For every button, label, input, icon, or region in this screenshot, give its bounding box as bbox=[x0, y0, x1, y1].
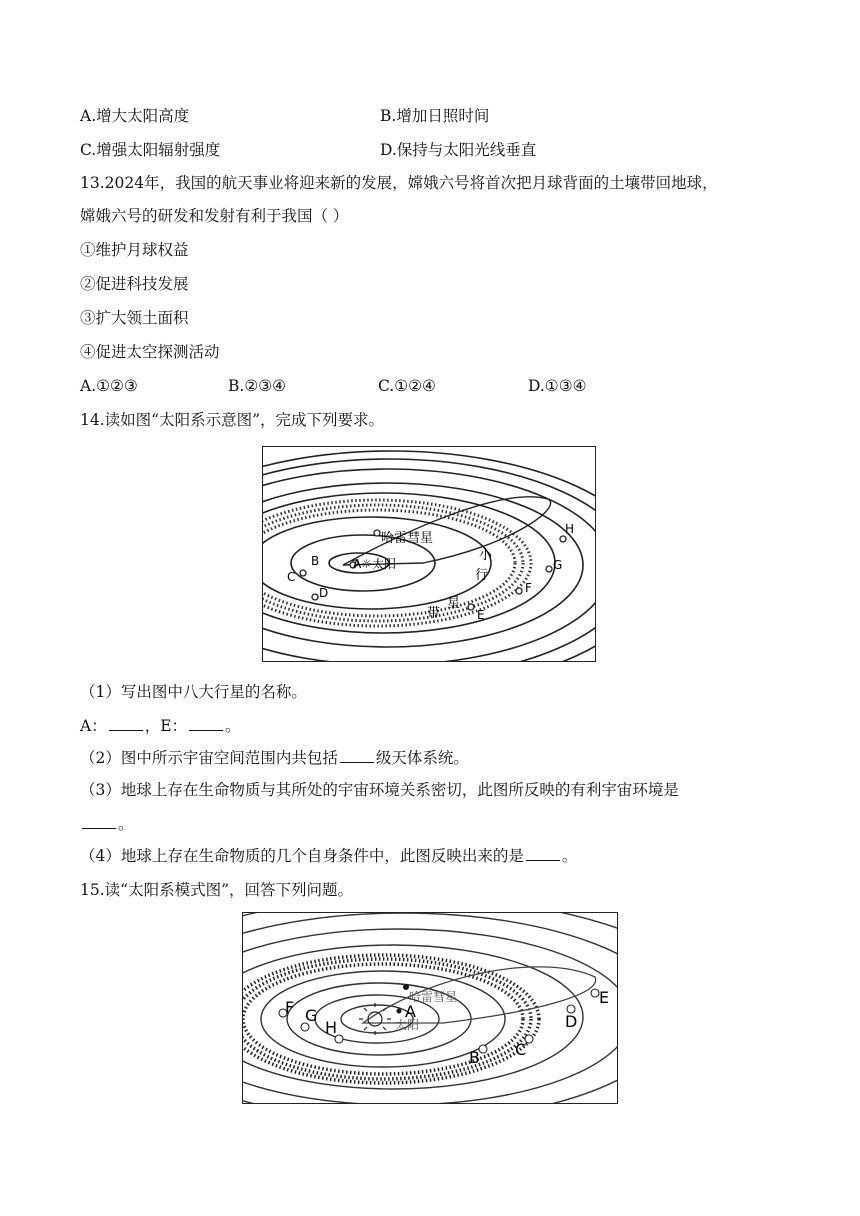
q12-option-b: B.增加日照时间 bbox=[380, 107, 490, 125]
q14-sub2 bbox=[80, 748, 469, 768]
q14-solar-system-figure bbox=[262, 446, 596, 662]
q13-item-2: ②促进科技发展 bbox=[80, 275, 189, 293]
planet-e-dot bbox=[591, 989, 599, 997]
q14-sub2-pre: （2）图中所示宇宙空间范围内共包括 bbox=[80, 749, 338, 767]
q14-sub1-answer-line bbox=[80, 716, 241, 736]
q13-stem-line2: 嫦娥六号的研发和发射有利于我国（ ） bbox=[80, 207, 349, 225]
planet-label-b: B bbox=[311, 554, 320, 568]
belt-char-4: 带 bbox=[427, 606, 441, 621]
q14-sub1: （1）写出图中八大行星的名称。 bbox=[80, 683, 307, 701]
q14-sub3-line1: （3）地球上存在生命物质与其所处的宇宙环境关系密切，此图所反映的有利宇宙环境是 bbox=[80, 781, 679, 799]
q14-sub4 bbox=[80, 846, 577, 866]
planet-label-e: E bbox=[477, 608, 485, 622]
planet-label-h: H bbox=[565, 522, 575, 536]
planet-h-dot bbox=[560, 536, 566, 542]
sun-label: 太阳 bbox=[395, 1018, 420, 1032]
q13-item-1: ①维护月球权益 bbox=[80, 241, 189, 259]
q15-solar-system-model-figure bbox=[242, 912, 618, 1104]
q13-option-c: C.①②④ bbox=[378, 377, 436, 395]
planet-label-d: D bbox=[565, 1012, 578, 1031]
q12-option-d: D.保持与太阳光线垂直 bbox=[380, 141, 537, 159]
planet-g-dot bbox=[546, 566, 552, 572]
planet-b-dot bbox=[479, 1045, 487, 1053]
q14-sub1-e-label: ，E： bbox=[144, 717, 188, 735]
planet-label-g: G bbox=[553, 558, 563, 572]
planet-c-dot bbox=[525, 1035, 533, 1043]
comet-label: 哈雷彗星 bbox=[409, 990, 458, 1004]
planet-label-f: F bbox=[285, 998, 295, 1017]
q14-sub3-end: 。 bbox=[118, 815, 134, 833]
q14-sub2-post: 级天体系统。 bbox=[375, 749, 469, 767]
q14-answer-blank-condition[interactable] bbox=[526, 846, 560, 861]
planet-label-c: C bbox=[515, 1040, 527, 1059]
q14-answer-blank-environment[interactable] bbox=[82, 814, 116, 829]
planet-label-d: D bbox=[319, 586, 329, 600]
planet-d-dot bbox=[312, 594, 318, 600]
q14-stem: 14.读如图“太阳系示意图”，完成下列要求。 bbox=[80, 411, 384, 429]
q14-answer-blank-e[interactable] bbox=[189, 716, 223, 731]
planet-a-dot bbox=[397, 1009, 402, 1014]
planet-label-c: C bbox=[287, 570, 296, 584]
q13-option-b: B.②③④ bbox=[228, 377, 287, 395]
q13-option-a: A.①②③ bbox=[80, 377, 138, 395]
planet-label-e: E bbox=[599, 988, 610, 1007]
planet-f-dot bbox=[516, 588, 522, 594]
planet-label-a: A bbox=[405, 1002, 416, 1021]
q13-item-3: ③扩大领土面积 bbox=[80, 309, 189, 327]
q15-stem: 15.读“太阳系模式图”，回答下列问题。 bbox=[80, 881, 353, 899]
belt-char-2: 行 bbox=[475, 568, 489, 583]
planet-label-f: F bbox=[525, 581, 532, 595]
planet-label-h: H bbox=[325, 1018, 338, 1037]
comet-label: 哈雷彗星 bbox=[381, 531, 434, 546]
belt-char-3: 星 bbox=[447, 596, 461, 611]
q14-answer-blank-level[interactable] bbox=[340, 748, 374, 763]
planet-label-g: G bbox=[305, 1006, 318, 1025]
q14-answer-blank-a[interactable] bbox=[109, 716, 143, 731]
q14-sub3-line2 bbox=[80, 814, 134, 834]
q14-sub4-pre: （4）地球上存在生命物质的几个自身条件中，此图反映出来的是 bbox=[80, 847, 524, 865]
q13-stem-line1: 13.2024年，我国的航天事业将迎来新的发展，嫦娥六号将首次把月球背面的土壤带回地球， bbox=[80, 174, 718, 192]
q14-sub1-end: 。 bbox=[225, 717, 241, 735]
sun-label: A☼太阳 bbox=[353, 557, 396, 571]
q12-option-a: A.增大太阳高度 bbox=[80, 107, 190, 125]
planet-e-dot bbox=[468, 604, 474, 610]
q14-sub4-end: 。 bbox=[561, 847, 578, 865]
q13-option-d: D.①③④ bbox=[528, 377, 587, 395]
belt-char-1: 小 bbox=[479, 548, 493, 563]
planet-label-b: B bbox=[469, 1048, 480, 1067]
q12-option-c: C.增强太阳辐射强度 bbox=[80, 141, 221, 159]
q14-sub1-a-label: A： bbox=[80, 717, 107, 735]
planet-c-dot bbox=[300, 570, 306, 576]
q13-item-4: ④促进太空探测活动 bbox=[80, 343, 220, 361]
comet-dot bbox=[374, 530, 380, 536]
